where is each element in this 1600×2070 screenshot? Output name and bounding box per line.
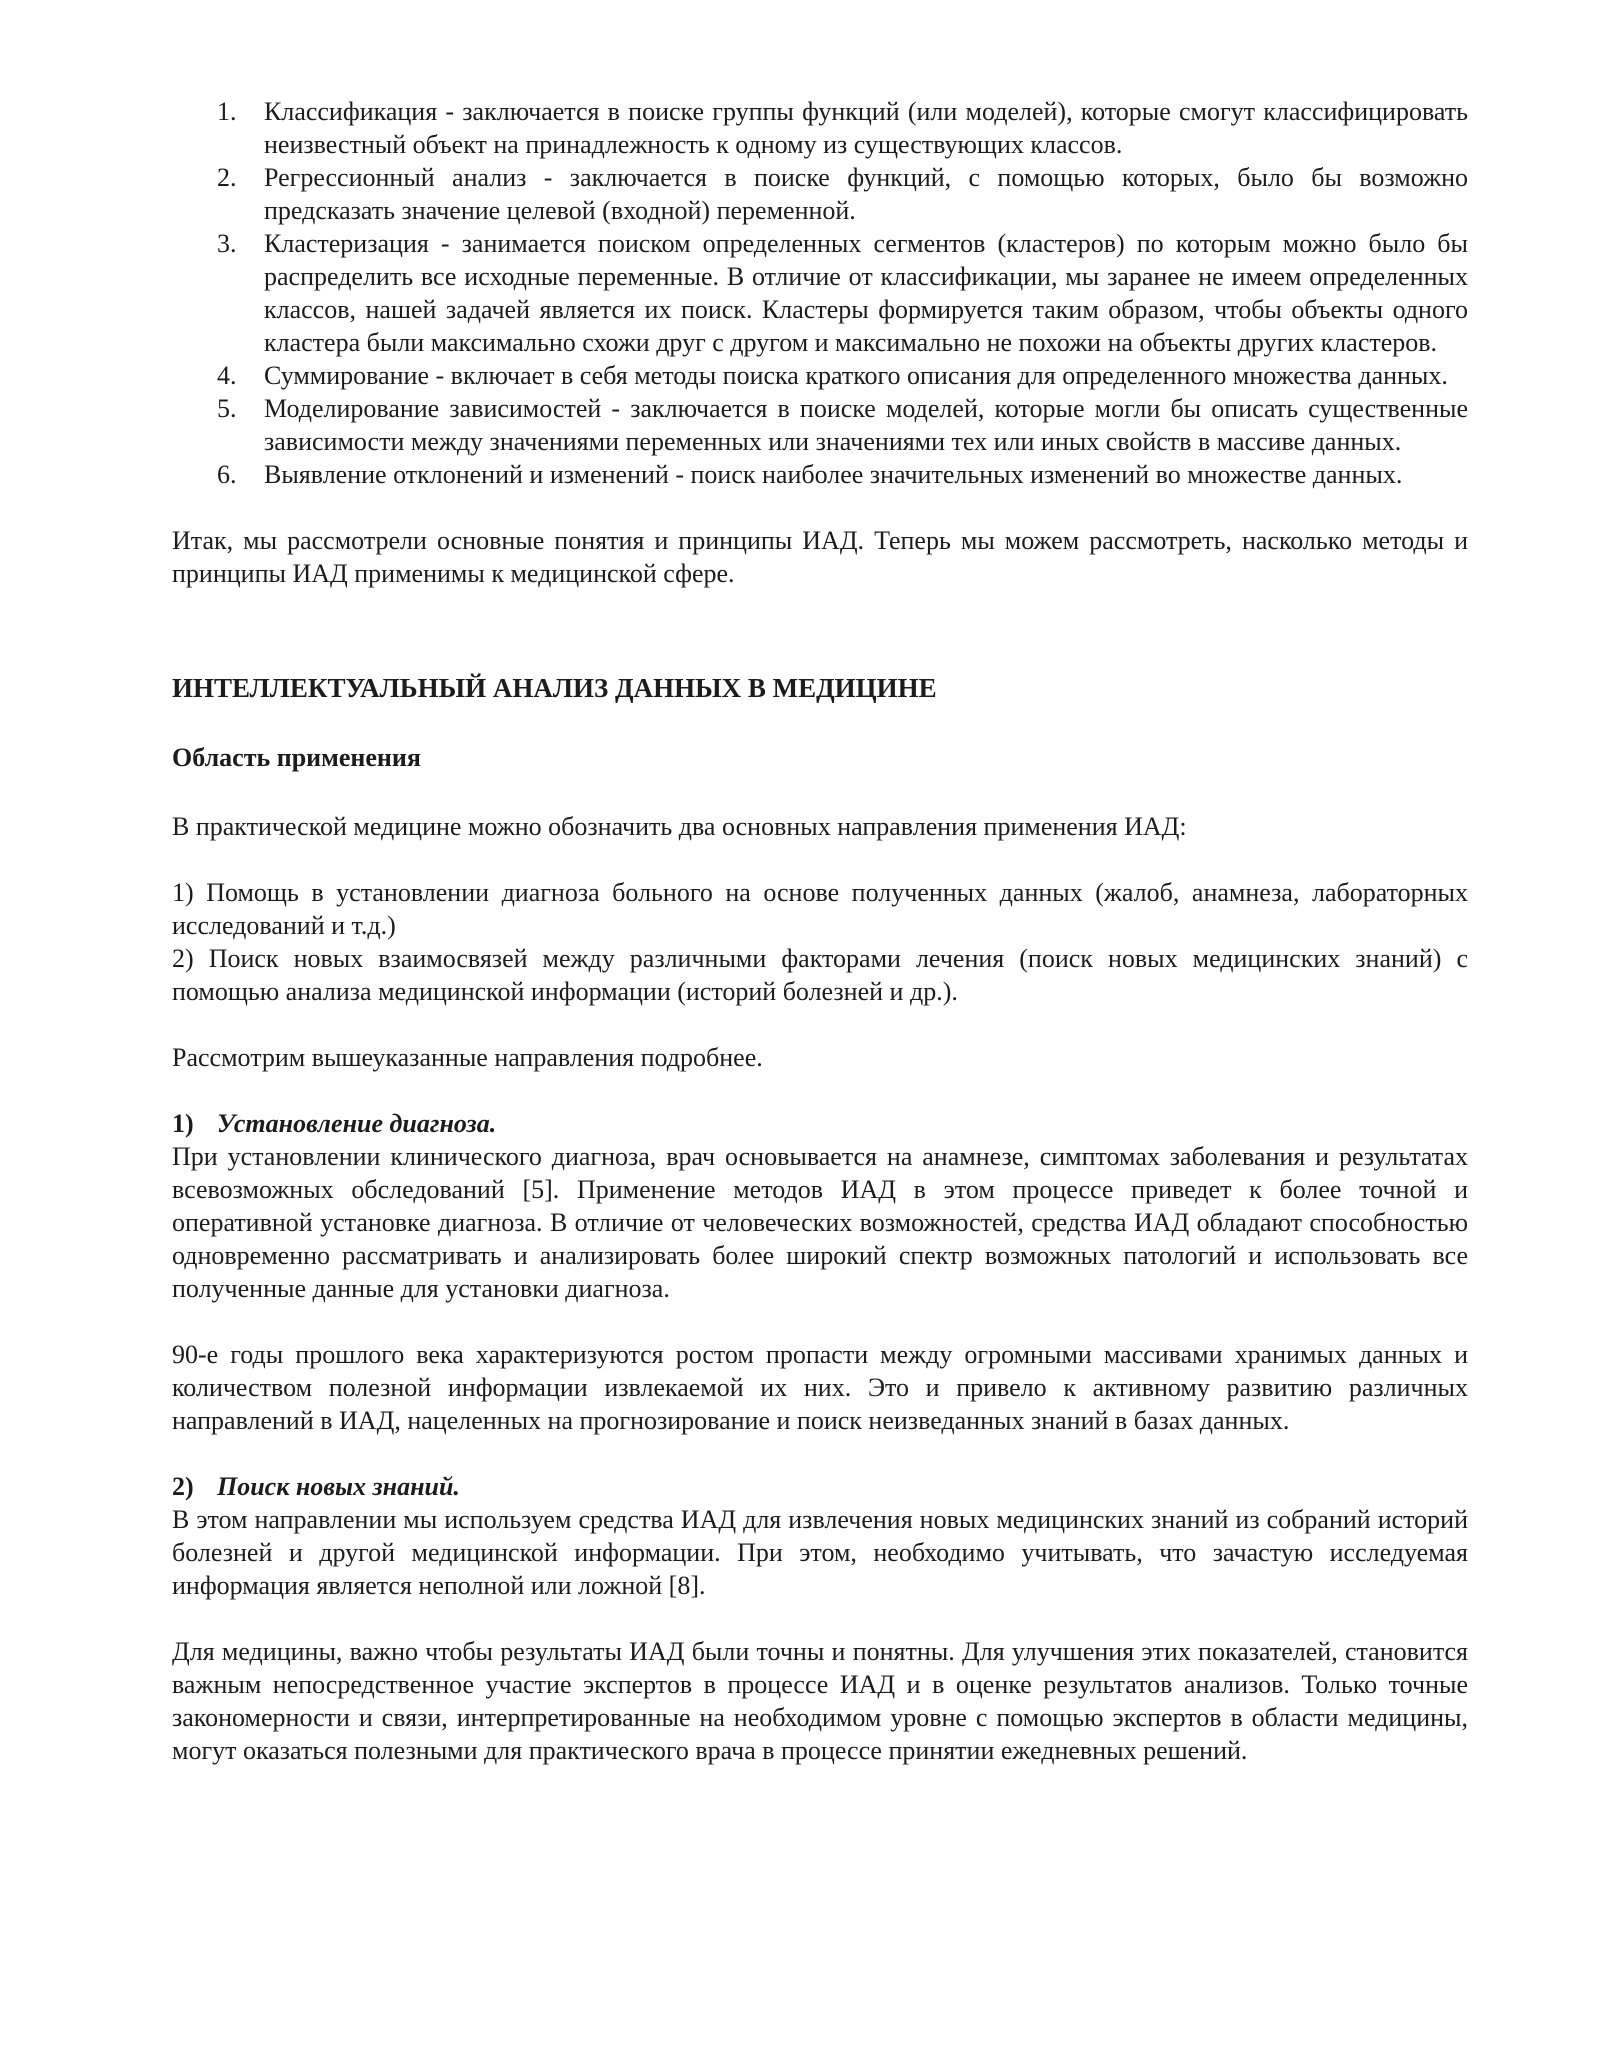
- spacer: [172, 1008, 1468, 1041]
- list-item: [172, 227, 1468, 359]
- direction2-paragraph2: Для медицины, важно чтобы результаты ИАД были точны и понятны. Для улучшения этих показателей, становится важным непосредственное участие экспертов в процессе ИАД и в оценке результатов анализов. Только точные закономерности и связи, интерпретированные на необходимом уровне с помощью экспертов в области медицины, могут оказаться полезными для практического врача в процессе принятии ежедневных решений.: [172, 1637, 1468, 1765]
- list-item-number: 2.: [217, 163, 237, 192]
- list-item-text: Моделирование зависимостей - заключается в поиске моделей, которые могли бы описать существенные зависимости между значениями переменных или значениями тех или иных свойств в массиве данных.: [264, 394, 1468, 456]
- list-item-text: Классификация - заключается в поиске группы функций (или моделей), которые смогут классифицировать неизвестный объект на принадлежность к одному из существующих классов.: [264, 97, 1468, 159]
- list-item-text: Кластеризация - занимается поиском определенных сегментов (кластеров) по которым можно было бы распределить все исходные переменные. В отличие от классификации, мы заранее не имеем определенных классов, нашей задачей является их поиск. Кластеры формируется таким образом, чтобы объекты одного кластера были максимально схожи друг с другом и максимально не похожи на объекты других кластеров.: [264, 229, 1468, 357]
- list-item: [172, 95, 1468, 161]
- list-item: [172, 392, 1468, 458]
- list-item: [172, 458, 1468, 491]
- spacer: [172, 774, 1468, 810]
- consider-paragraph: Рассмотрим вышеуказанные направления подробнее.: [172, 1043, 763, 1072]
- spacer: [172, 705, 1468, 741]
- spacer: [172, 491, 1468, 524]
- task-list: [172, 95, 1468, 491]
- list-item-text: Выявление отклонений и изменений - поиск наиболее значительных изменений во множестве данных.: [264, 460, 1403, 489]
- list-item-text: Суммирование - включает в себя методы поиска краткого описания для определенного множества данных.: [264, 361, 1448, 390]
- spacer: [172, 1074, 1468, 1107]
- direction-item-2: 2) Поиск новых взаимосвязей между различными факторами лечения (поиск новых медицинских знаний) с помощью анализа медицинской информации (историй болезней и др.).: [172, 944, 1468, 1006]
- document-page: [172, 95, 1468, 1767]
- subsection-title: Область применения: [172, 743, 421, 772]
- intro-paragraph: В практической медицине можно обозначить два основных направления применения ИАД:: [172, 812, 1187, 841]
- list-item-number: 4.: [217, 361, 237, 390]
- spacer: [172, 843, 1468, 876]
- direction1-paragraph1: При установлении клинического диагноза, врач основывается на анамнезе, симптомах заболевания и результатах всевозможных обследований [5]. Применение методов ИАД в этом процессе приведет к более точной и оперативной установке диагноза. В отличие от человеческих возможностей, средства ИАД обладают способностью одновременно рассматривать и анализировать более широкий спектр возможных патологий и использовать все полученные данные для установки диагноза.: [172, 1142, 1468, 1303]
- direction2-number: 2): [172, 1472, 194, 1501]
- spacer: [172, 1602, 1468, 1635]
- list-item-number: 3.: [217, 229, 237, 258]
- direction2-paragraph1: В этом направлении мы используем средства ИАД для извлечения новых медицинских знаний из собраний историй болезней и другой медицинской информации. При этом, необходимо учитывать, что зачастую исследуемая информация является неполной или ложной [8].: [172, 1505, 1468, 1600]
- section-title: ИНТЕЛЛЕКТУАЛЬНЫЙ АНАЛИЗ ДАННЫХ В МЕДИЦИНЕ: [172, 673, 937, 703]
- direction2-heading: [172, 1470, 1468, 1503]
- spacer: [172, 590, 1468, 672]
- direction-item-1: 1) Помощь в установлении диагноза больного на основе полученных данных (жалоб, анамнеза, лабораторных исследований и т.д.): [172, 878, 1468, 940]
- list-item-number: 1.: [217, 97, 237, 126]
- direction1-title: Установление диагноза.: [217, 1109, 497, 1138]
- list-item-number: 6.: [217, 460, 237, 489]
- direction1-heading: [172, 1107, 1468, 1140]
- summary-paragraph: Итак, мы рассмотрели основные понятия и принципы ИАД. Теперь мы можем рассмотреть, насколько методы и принципы ИАД применимы к медицинской сфере.: [172, 526, 1468, 588]
- spacer: [172, 1437, 1468, 1470]
- direction1-number: 1): [172, 1109, 194, 1138]
- list-item: [172, 359, 1468, 392]
- spacer: [172, 1305, 1468, 1338]
- direction2-title: Поиск новых знаний.: [217, 1472, 460, 1501]
- list-item-number: 5.: [217, 394, 237, 423]
- list-item: [172, 161, 1468, 227]
- direction1-paragraph2: 90-е годы прошлого века характеризуются ростом пропасти между огромными массивами хранимых данных и количеством полезной информации извлекаемой их них. Это и привело к активному развитию различных направлений в ИАД, нацеленных на прогнозирование и поиск неизведанных знаний в базах данных.: [172, 1340, 1468, 1435]
- list-item-text: Регрессионный анализ - заключается в поиске функций, с помощью которых, было бы возможно предсказать значение целевой (входной) переменной.: [264, 163, 1468, 225]
